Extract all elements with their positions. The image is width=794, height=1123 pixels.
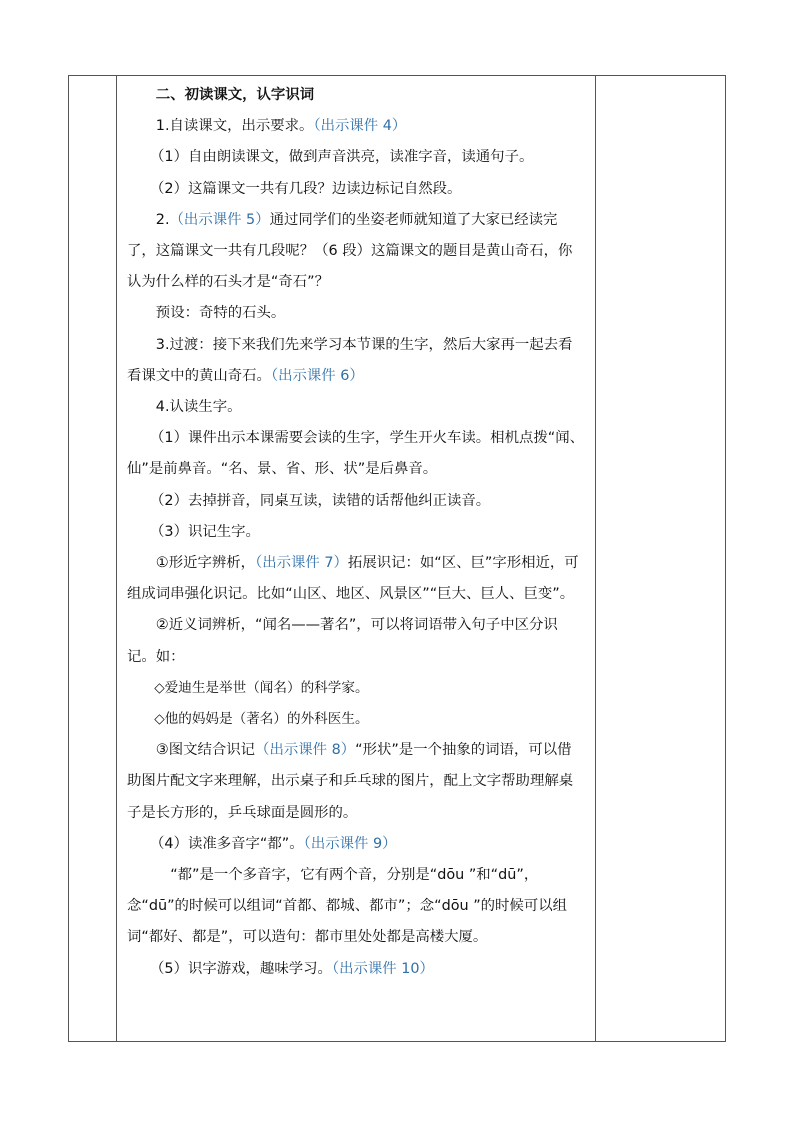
paragraph — [127, 735, 585, 829]
text: 拓展识记：如“区、巨”字形相近，可组成词串强化识记。比如“山区、地区、风景区”“巨大、巨人、巨变”。 — [127, 555, 579, 603]
courseware-ref: （出示课件 10） — [331, 960, 434, 977]
courseware-ref: （出示课件 7） — [255, 555, 348, 572]
column-divider-right — [595, 76, 596, 1041]
paragraph: 4.认读生字。 — [155, 399, 242, 416]
text: “形状”是一个抽象的词语，可以借助图片配文字来理解，出示桌子和乒乓球的图片，配上文字帮助理解桌子是长方形的，乒乓球面是圆形的。 — [127, 742, 574, 821]
paragraph: “都”是一个多音字，它有两个音，分别是“dōu ”和“dū”，念“dū”的时候可以组词“首都、都城、都市”；念“dōu ”的时候可以组词“都好、都是”，可以造句：都市里处处都是高楼大厦。 — [127, 867, 567, 946]
text: 3.过渡：接下来我们先来学习本节课的生字，然后大家再一起去看看课文中的黄山奇石。 — [127, 336, 573, 384]
courseware-ref: （出示课件 6） — [270, 367, 364, 384]
courseware-ref: （出示课件 8） — [255, 742, 356, 759]
paragraph: （3）识记生字。 — [150, 523, 260, 540]
paragraph — [127, 205, 585, 299]
courseware-ref: （出示课件 9） — [303, 835, 397, 852]
text: 1.自读课文，出示要求。 — [155, 118, 314, 135]
paragraph: 预设：奇特的石头。 — [155, 305, 286, 322]
paragraph — [127, 111, 585, 142]
text: （4）读准多音字“都”。 — [150, 835, 304, 852]
text: 2. — [155, 211, 170, 228]
courseware-ref: （出示课件 4） — [313, 118, 407, 135]
paragraph — [127, 954, 585, 985]
text: （5）识字游戏，趣味学习。 — [150, 960, 332, 977]
lesson-table — [68, 75, 726, 1042]
paragraph — [127, 330, 585, 392]
example-sentence: ◇爱迪生是举世（闻名）的科学家。 — [154, 679, 369, 696]
text: ③图文结合识记 — [155, 742, 256, 759]
example-sentence: ◇他的妈妈是（著名）的外科医生。 — [154, 711, 369, 728]
paragraph: （1）自由朗读课文，做到声音洪亮，读准字音，读通句子。 — [150, 149, 534, 166]
courseware-ref: （出示课件 5） — [169, 211, 270, 228]
paragraph: （2）这篇课文一共有几段？边读边标记自然段。 — [150, 180, 462, 197]
text: 通过同学们的坐姿老师就知道了大家已经读完了，这篇课文一共有几段呢？（6 段）这篇课文的题目是黄山奇石，你认为什么样的石头才是“奇石”？ — [127, 211, 573, 291]
paragraph — [127, 829, 585, 860]
lesson-content-cell — [117, 76, 595, 1041]
paragraph: ②近义词辨析，“闻名——著名”，可以将词语带入句子中区分识记。如： — [127, 617, 558, 665]
section-heading: 二、初读课文，认字识词 — [155, 87, 315, 103]
paragraph — [127, 548, 585, 610]
paragraph: （1）课件出示本课需要会读的生字，学生开火车读。相机点拨“闻、仙”是前鼻音。“名、景、省、形、状”是后鼻音。 — [127, 430, 584, 478]
text: ①形近字辨析， — [155, 555, 256, 572]
paragraph: （2）去掉拼音，同桌互读，读错的话帮他纠正读音。 — [150, 492, 491, 509]
